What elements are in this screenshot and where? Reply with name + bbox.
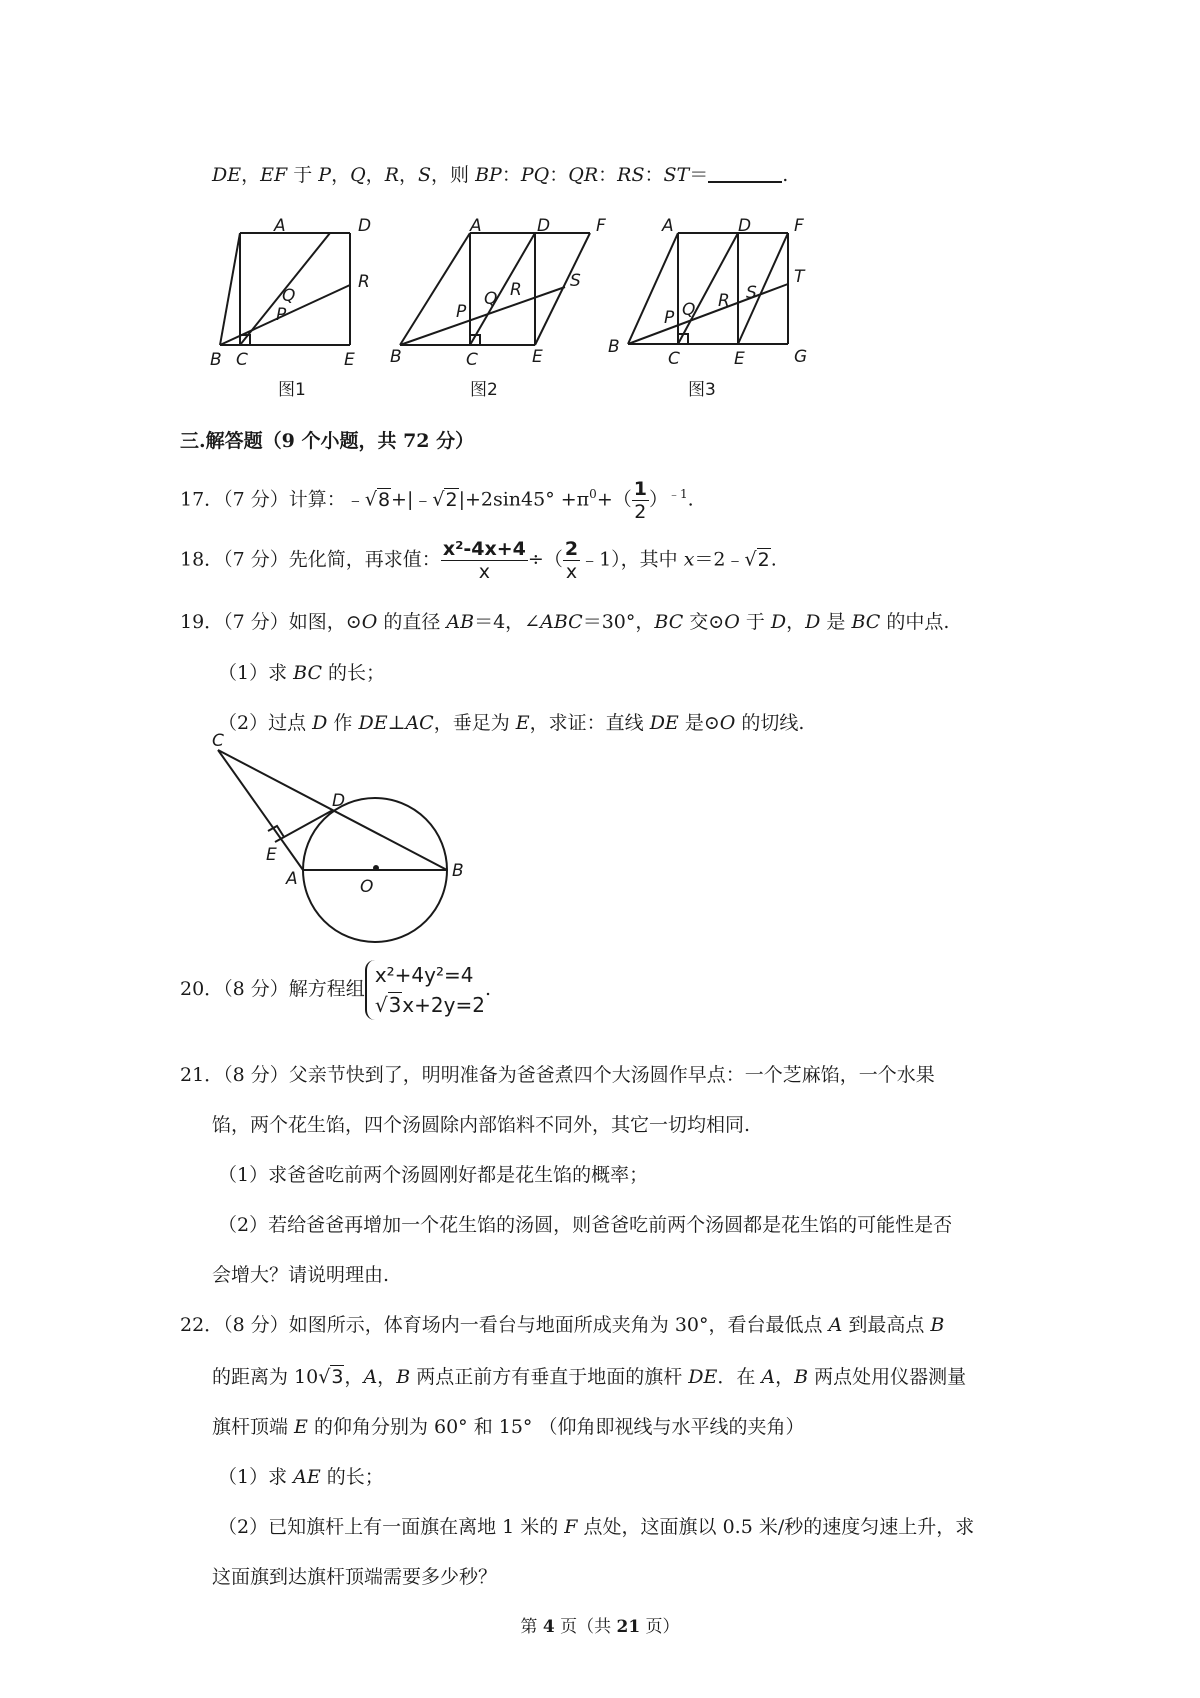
fig2-label-s: S: [570, 271, 581, 291]
fig19-label-b: B: [452, 861, 464, 881]
question-22-line-3: 旗杆顶端 E 的仰角分别为 60° 和 15° （仰角即视线与水平线的夹角）: [212, 1416, 805, 1438]
question-18: 18．（7 分）先化简，再求值： $\frac{\text{x²-4x+4}}{x}$ ÷（ $\frac{2}{x}$ ﹣1），其中 x＝2﹣√2.: [180, 538, 777, 583]
question-22-part-2: （2）已知旗杆上有一面旗在离地 1 米的 F 点处，这面旗以 0.5 米/秒的速度匀速上升，求: [218, 1516, 975, 1538]
section-3-heading: 三.解答题（9 个小题，共 72 分）: [180, 430, 475, 452]
fig1-label-p: P: [276, 305, 287, 325]
fig1-label-r: R: [358, 272, 370, 292]
fig3-label-g: G: [794, 347, 808, 367]
question-17: 17．（7 分）计算：﹣√8+|﹣√2|+2sin45° $+\pi^0+$（ $\frac{1}{2}$ ）$^{﹣1}$.: [180, 478, 694, 523]
question-22-line-6: 这面旗到达旗杆顶端需要多少秒？: [212, 1566, 498, 1588]
question-21-part-1: （1）求爸爸吃前两个汤圆刚好都是花生馅的概率；: [218, 1164, 649, 1186]
figure-circle-tangent: [200, 730, 480, 940]
question-22-line-1: 22．（8 分）如图所示，体育场内一看台与地面所成夹角为 30°，看台最低点 A 到最高点 B: [180, 1314, 945, 1336]
fig19-label-c: C: [212, 731, 224, 751]
fig3-label-f: F: [794, 216, 804, 236]
fig2-label-c: C: [466, 350, 478, 370]
fig1-label-e: E: [344, 350, 355, 370]
fig3-label-t: T: [794, 267, 805, 287]
fig3-label-d: D: [738, 216, 752, 236]
question-21-line-2: 馅，两个花生馅，四个汤圆除内部馅料不同外，其它一切均相同.: [212, 1114, 751, 1136]
fig3-label-p: P: [664, 308, 675, 328]
question-22-part-1: （1）求 AE 的长；: [218, 1466, 384, 1488]
fig3-label-c: C: [668, 349, 680, 369]
figure-1: [210, 215, 380, 405]
fig3-label-s: S: [746, 283, 757, 303]
fig2-label-p: P: [456, 302, 467, 322]
fig2-caption: 图2: [470, 380, 498, 400]
answer-blank: [708, 167, 782, 183]
fig1-label-c: C: [236, 350, 248, 370]
figure-3: [598, 212, 828, 405]
fig2-label-q: Q: [484, 289, 498, 309]
fig2-label-d: D: [537, 216, 551, 236]
question-21-line-5: 会增大？请说明理由.: [212, 1264, 390, 1286]
question-19-line-1: 19．（7 分）如图，⊙O 的直径 AB＝4，∠ABC＝30°，BC 交⊙O 于 D，D 是 BC 的中点.: [180, 611, 950, 633]
fraction-polynomial: $\frac{\text{x²-4x+4}}{x}$: [442, 538, 526, 583]
fig3-caption: 图3: [688, 380, 716, 400]
question-21-part-2: （2）若给爸爸再增加一个花生馅的汤圆，则爸爸吃前两个汤圆都是花生馅的可能性是否: [218, 1214, 953, 1236]
fig2-label-e: E: [532, 347, 543, 367]
fraction-half: $\frac{1}{2}$: [633, 478, 647, 523]
equation-system: x²+4y²=4 √3x+2y=2: [365, 960, 485, 1020]
question-21-line-1: 21．（8 分）父亲节快到了，明明准备为爸爸煮四个大汤圆作早点：一个芝麻馅，一个水果: [180, 1064, 935, 1086]
question-19-part-2: （2）过点 D 作 DE⊥AC，垂足为 E，求证：直线 DE 是⊙O 的切线.: [218, 712, 805, 734]
footer-page-number: 4: [542, 1617, 555, 1637]
fig1-label-b: B: [210, 350, 222, 370]
page-footer: 第 4 页（共 21 页）: [520, 1617, 680, 1637]
fig2-label-b: B: [390, 347, 402, 367]
fig1-label-q: Q: [282, 286, 296, 306]
fig2-label-r: R: [510, 280, 522, 300]
fig19-label-a: A: [286, 869, 298, 889]
fig1-caption: 图1: [278, 380, 306, 400]
fig3-label-b: B: [608, 337, 620, 357]
figure-2: [390, 212, 610, 405]
fig1-label-d: D: [358, 216, 372, 236]
question-22-line-2: 的距离为 10√3，A，B 两点正前方有垂直于地面的旗杆 DE．在 A，B 两点处用仪器测量: [212, 1366, 967, 1388]
q16-tail-line: DE，EF 于 P，Q，R，S，则 BP：PQ：QR：RS：ST＝ .: [212, 164, 789, 186]
question-20: 20．（8 分）解方程组 x²+4y²=4 √3x+2y=2 .: [180, 960, 491, 1020]
fig3-label-q: Q: [682, 300, 696, 320]
fig3-label-a: A: [662, 216, 674, 236]
fraction-2-over-x: $\frac{2}{x}$: [564, 538, 579, 583]
fig1-label-a: A: [274, 216, 286, 236]
fig19-label-o: O: [360, 877, 374, 897]
question-19-part-1: （1）求 BC 的长；: [218, 662, 386, 684]
fig3-label-r: R: [718, 291, 730, 311]
fig3-label-e: E: [734, 349, 745, 369]
fig2-label-a: A: [470, 216, 482, 236]
footer-total-pages: 21: [616, 1617, 641, 1637]
fig19-label-d: D: [332, 791, 346, 811]
fig19-label-e: E: [266, 845, 277, 865]
fig2-label-f: F: [596, 216, 606, 236]
